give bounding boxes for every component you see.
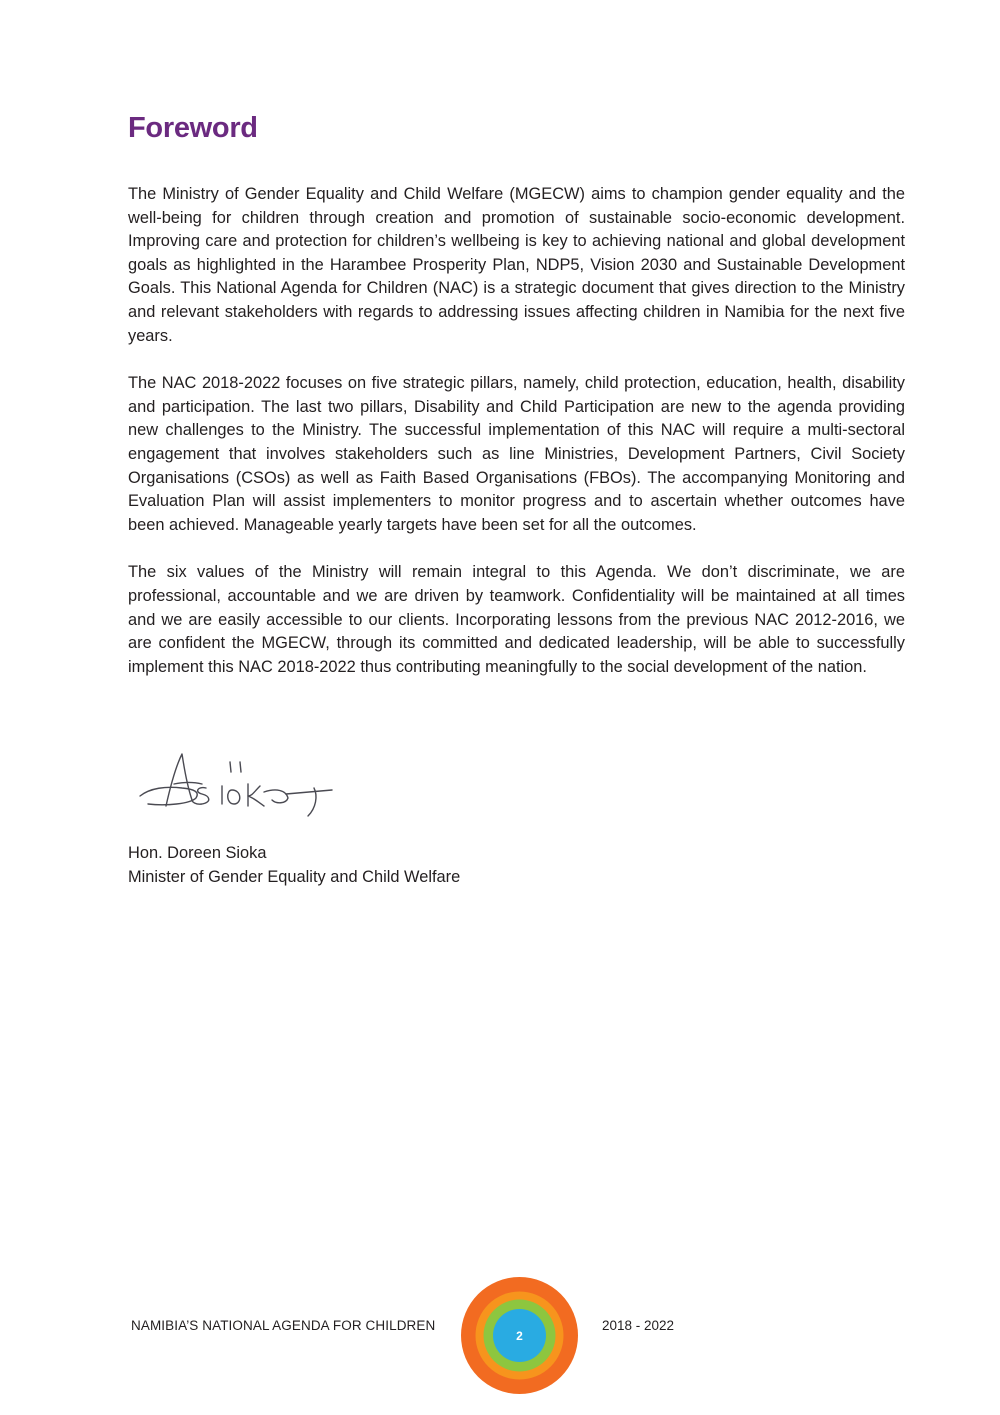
footer-years: 2018 - 2022 [602,1318,675,1333]
footer-publication-title: NAMIBIA’S NATIONAL AGENDA FOR CHILDREN [131,1318,436,1333]
paragraph: The NAC 2018-2022 focuses on five strategic pillars, namely, child protection, education, health, disability and participation. The last two pillars, Disability and Child Participation are new to the agenda providing new challenges to the Ministry. The successful implementation of this NAC will require a multi-sectoral engagement that involves stakeholders such as line Ministries, Development Partners, Civil Society Organisations (CSOs) as well as Faith Based Organisations (FBOs). The accompanying Monitoring and Evaluation Plan will assist implementers to monitor progress and to ascertain whether outcomes have been achieved. Manageable yearly targets have been set for all the outcomes. [128,374,905,534]
signatory-position: Minister of Gender Equality and Child Welfare [128,867,461,886]
signatory-name: Hon. Doreen Sioka [128,844,267,862]
signature-image [136,748,341,820]
page-title: Foreword [128,112,258,144]
paragraph: The Ministry of Gender Equality and Child Welfare (MGECW) aims to champion gender equality and the well-being for children through creation and promotion of sustainable socio-economic development. Improving care and protection for children’s wellbeing is key to achieving national and global development goals as highlighted in the Harambee Prosperity Plan, NDP5, Vision 2030 and Sustainable Development Goals. This National Agenda for Children (NAC) is a strategic document that gives direction to the Ministry and relevant stakeholders with regards to addressing issues affecting children in Namibia for the next five years. [128,185,905,345]
foreword-body [128,183,905,703]
signatory-block [128,842,460,889]
page-number: 2 [516,1328,523,1343]
paragraph: The six values of the Ministry will remain integral to this Agenda. We don’t discriminate, we are professional, accountable and we are driven by teamwork. Confidentiality will be maintained at all times and we are easily accessible to our clients. Incorporating lessons from the previous NAC 2012-2016, we are confident the MGECW, through its committed and dedicated leadership, will be able to successfully implement this NAC 2018-2022 thus contributing meaningfully to the social development of the nation. [128,563,905,676]
